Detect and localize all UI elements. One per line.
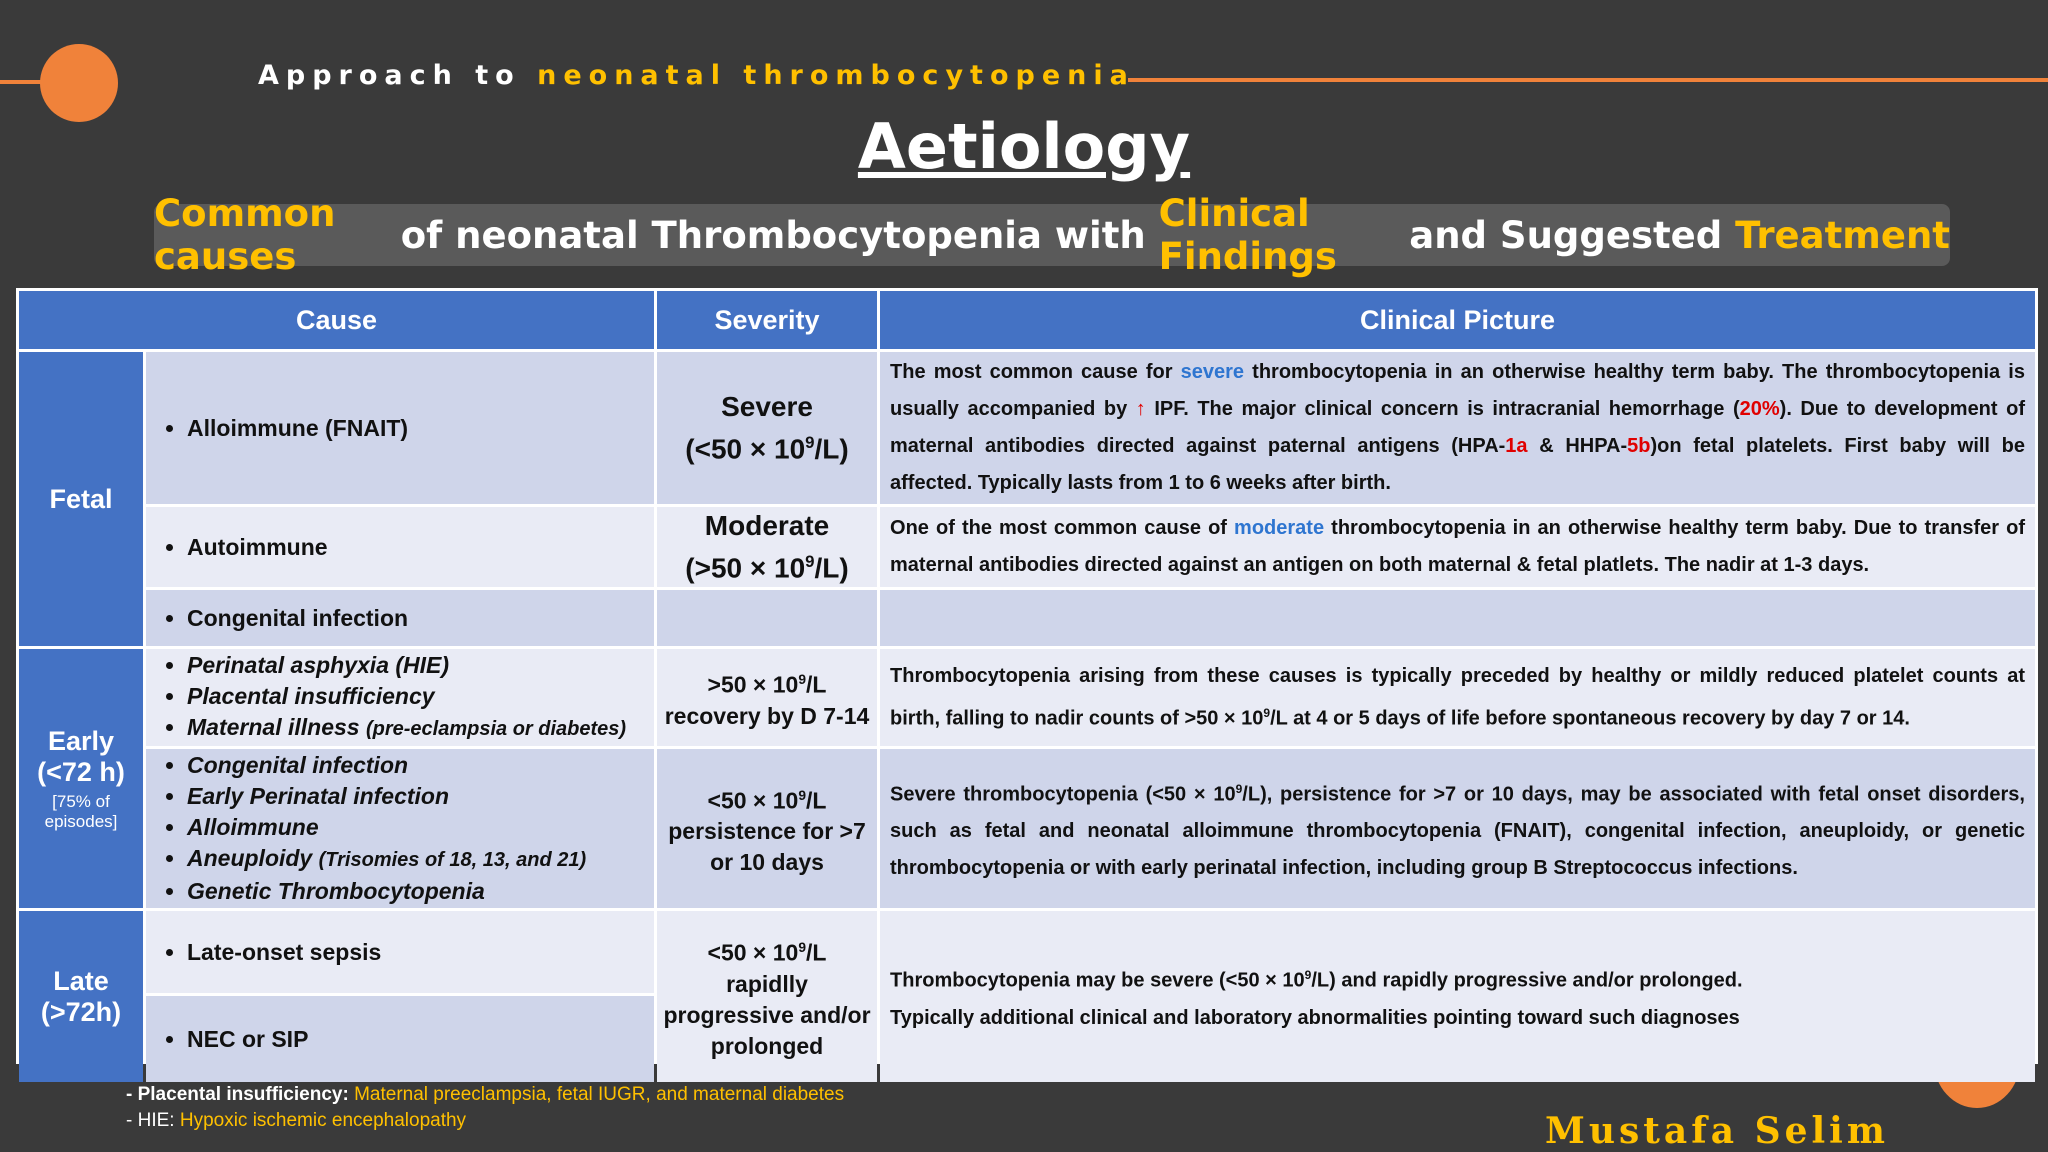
author-name: Mustafa Selim bbox=[1545, 1110, 1889, 1152]
cause-cell bbox=[146, 996, 654, 1082]
topic-highlight: neonatal thrombocytopenia bbox=[537, 60, 1135, 91]
cause-cell bbox=[146, 507, 654, 587]
clinical-cell: Severe thrombocytopenia $(<50 \times 10^9/L)$, persistence for >7 or 10 days, may be associated with fetal onset disorders, such as fetal and neonatal alloimmune thrombocytopenia (FNAIT), congenital infection, aneuploidy, or genetic thrombocytopenia or with early perinatal infection, including group B Streptococcus infections. bbox=[880, 749, 2035, 908]
table-row bbox=[19, 911, 2035, 993]
severity-cell: Moderate $(>50 \times 10^9/L)$ bbox=[657, 507, 877, 587]
group-early: Early (<72 h) [75% of episodes] bbox=[19, 649, 143, 908]
cause-item: • Genetic Thrombocytopenia bbox=[187, 876, 653, 907]
severity-cell-empty bbox=[657, 590, 877, 646]
header-severity: Severity bbox=[657, 291, 877, 349]
header-clinical-picture: Clinical Picture bbox=[880, 291, 2035, 349]
cause-item: • Congenital infection bbox=[187, 603, 653, 634]
cause-item: • Congenital infection bbox=[187, 750, 653, 781]
topic-heading bbox=[258, 60, 1135, 91]
cause-item: • Maternal illness (pre-eclampsia or diabetes) bbox=[187, 712, 653, 745]
decorative-line-right bbox=[1128, 78, 2048, 82]
cause-item: • Autoimmune bbox=[187, 532, 653, 563]
banner-part3: Clinical Findings bbox=[1158, 192, 1337, 278]
clinical-cell: Thrombocytopenia arising from these causes is typically preceded by healthy or mildly reduced platelet counts at birth, falling to nadir counts of $>50 \times 10^9/L$ at 4 or 5 days of life before spontaneous recovery by day 7 or 14. bbox=[880, 649, 2035, 746]
footnote-placental: - Placental insufficiency: Maternal preeclampsia, fetal IUGR, and maternal diabetes bbox=[126, 1084, 845, 1105]
severity-cell: $>50 \times 10^9/L$ recovery by D 7-14 bbox=[657, 649, 877, 746]
arrow-up-icon: ↑ bbox=[1135, 398, 1146, 420]
clinical-cell: Thrombocytopenia may be severe $(<50 \times 10^9/L)$ and rapidly progressive and/or prolonged. Typically additional clinical and laboratory abnormalities pointing toward such diagnoses bbox=[880, 911, 2035, 1082]
cause-item: • Perinatal asphyxia (HIE) bbox=[187, 650, 653, 681]
cause-cell bbox=[146, 911, 654, 993]
table-header-row bbox=[19, 291, 2035, 349]
footnote-hie: - HIE: Hypoxic ischemic encephalopathy bbox=[126, 1110, 467, 1131]
clinical-cell: One of the most common cause of moderate thrombocytopenia in an otherwise healthy term baby. Due to transfer of maternal antibodies directed against an antigen on both maternal & fetal platlets. The nadir at 1-3 days. bbox=[880, 507, 2035, 587]
cause-item: • NEC or SIP bbox=[187, 1024, 653, 1055]
cause-cell bbox=[146, 749, 654, 908]
aetiology-table bbox=[16, 288, 2038, 1064]
clinical-cell-empty bbox=[880, 590, 2035, 646]
banner-part2: of neonatal Thrombocytopenia with bbox=[387, 213, 1159, 257]
banner-part1: Common causes bbox=[154, 192, 336, 278]
cause-item: • Early Perinatal infection bbox=[187, 781, 653, 812]
table-row bbox=[19, 352, 2035, 504]
cause-item: • Placental insufficiency bbox=[187, 681, 653, 712]
severity-cell: $<50 \times 10^9/L$ rapidlly progressive and/or prolonged bbox=[657, 911, 877, 1082]
page-title: Aetiology bbox=[857, 110, 1191, 183]
severity-cell: Severe $(<50 \times 10^9/L)$ bbox=[657, 352, 877, 504]
clinical-cell: The most common cause for severe thrombocytopenia in an otherwise healthy term baby. The thrombocytopenia is usually accompanied by ↑ IPF. The major clinical concern is intracranial hemorrhage (20%). Due to development of maternal antibodies directed against paternal antigens (HPA-1a & HHPA-5b)on fetal platelets. First baby will be affected. Typically lasts from 1 to 6 weeks after birth. bbox=[880, 352, 2035, 504]
header-cause: Cause bbox=[19, 291, 654, 349]
cause-item: • Late-onset sepsis bbox=[187, 937, 653, 968]
cause-item: • Alloimmune bbox=[187, 812, 653, 843]
cause-cell bbox=[146, 352, 654, 504]
table-row bbox=[19, 590, 2035, 646]
group-fetal: Fetal bbox=[19, 352, 143, 646]
group-late: Late (>72h) bbox=[19, 911, 143, 1082]
severity-cell: $<50 \times 10^9/L$ persistence for >7 or 10 days bbox=[657, 749, 877, 908]
banner-part4: and Suggested bbox=[1396, 213, 1736, 257]
cause-cell bbox=[146, 590, 654, 646]
banner-part5: Treatment bbox=[1735, 213, 1950, 257]
cause-item: • Alloimmune (FNAIT) bbox=[187, 413, 653, 444]
table-row bbox=[19, 649, 2035, 746]
table-row bbox=[19, 507, 2035, 587]
cause-item: • Aneuploidy (Trisomies of 18, 13, and 21) bbox=[187, 843, 653, 876]
cause-cell bbox=[146, 649, 654, 746]
table-row bbox=[19, 749, 2035, 908]
subtitle-banner bbox=[154, 192, 1950, 278]
topic-prefix: Approach to bbox=[258, 60, 521, 91]
